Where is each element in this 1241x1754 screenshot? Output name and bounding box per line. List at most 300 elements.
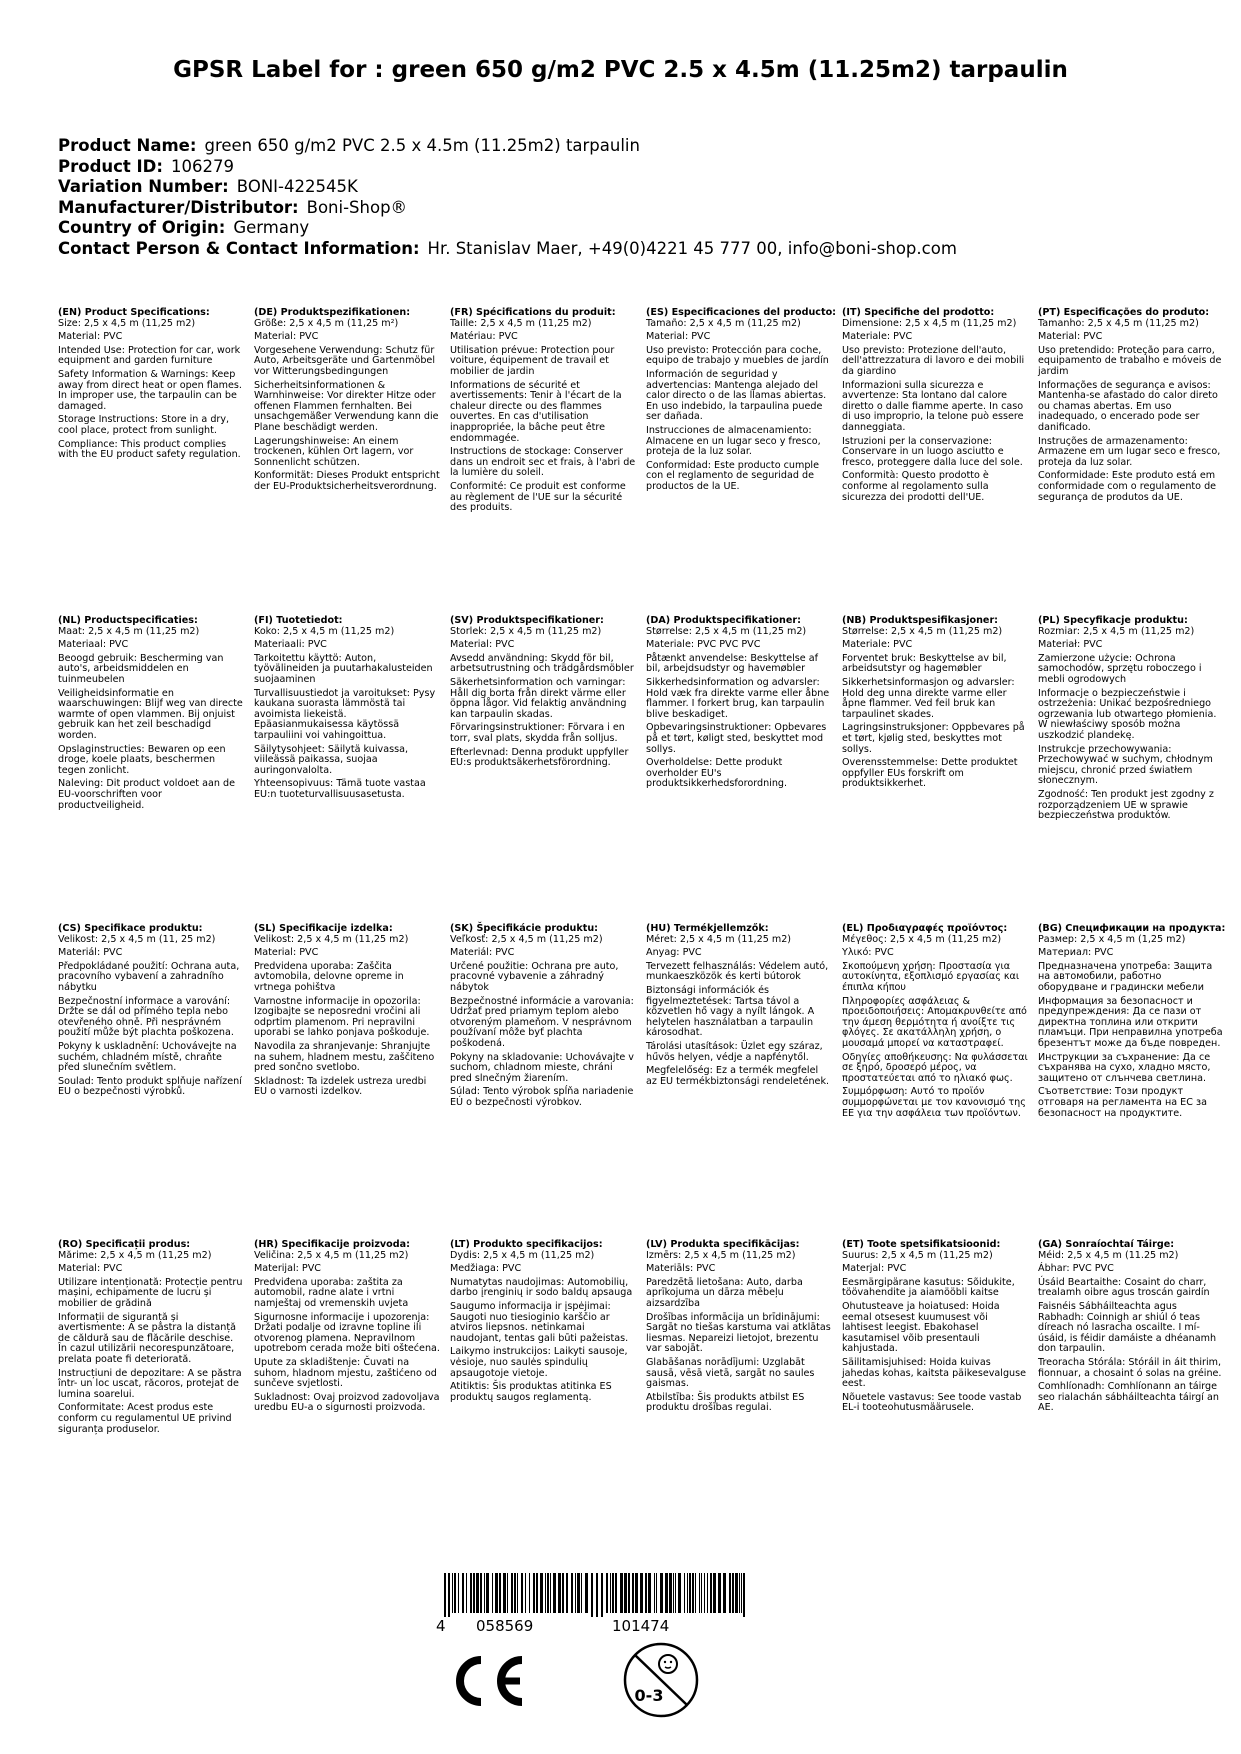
spec-line: Veličina: 2,5 x 4,5 m (11,25 m2) [254,1249,409,1261]
barcode-bar [656,1573,657,1613]
spec-line: Atbilstība: Šis produkts atbilst ES produktu drošības regulai. [646,1391,805,1414]
spec-line: Uso pretendido: Proteção para carro, equipamento de trabalho e móveis de jardim [1038,344,1222,377]
barcode-bar [480,1573,482,1613]
barcode-bar [452,1573,453,1613]
barcode-group-right: 101474 [612,1617,670,1635]
spec-line: Skladnost: Ta izdelek ustreza uredbi EU o varnosti izdelkov. [254,1075,427,1098]
spec-line: Conformidad: Este producto cumple con el reglamento de seguridad de productos de la UE. [646,459,819,492]
spec-heading: (HU) Termékjellemzők: [646,923,769,934]
barcode-bar [540,1573,543,1613]
info-label: Variation Number: [58,177,229,196]
spec-line: Tamaño: 2,5 x 4,5 m (11,25 m2) [646,317,801,329]
info-label: Contact Person & Contact Information: [58,238,420,258]
barcode-bar [689,1573,691,1613]
spec-line: Инструкции за съхранение: Да се съхранява на сухо, хладно място, защитено от слънчева светлина. [1038,1051,1211,1084]
barcode-bar [624,1573,627,1613]
spec-block [1038,1240,1224,1417]
spec-line: Tarkoitettu käyttö: Auton, työvälineiden ja puutarhakalusteiden suojaaminen [254,652,433,685]
spec-heading: (EN) Product Specifications: [58,307,210,318]
barcode-bar [547,1573,549,1613]
spec-line: Koko: 2,5 x 4,5 m (11,25 m2) [254,625,395,637]
spec-heading: (SK) Špecifikácie produktu: [450,923,599,934]
spec-line: Información de seguridad y advertencias: Mantenga alejado del calor directo o de las llamas abiertas. En uso indebido, la tarpaulina puede ser dañada. [646,368,827,423]
barcode-bar [710,1573,712,1613]
spec-line: Ábhar: PVC PVC [1038,1263,1114,1275]
spec-heading: (RO) Specificații produs: [58,1239,191,1250]
spec-line: Utilisation prévue: Protection pour voiture, équipement de travail et mobilier de jardin [450,344,615,377]
barcode-bar [735,1573,738,1613]
barcode-bar [581,1573,582,1613]
spec-line: Opslaginstructies: Bewaren op een droge, koele plaats, beschermen tegen zonlicht. [58,743,226,776]
barcode-bar [741,1573,742,1613]
barcode-bar [601,1573,603,1617]
spec-line: Maat: 2,5 x 4,5 m (11,25 m2) [58,625,200,637]
spec-line: Οδηγίες αποθήκευσης: Να φυλάσσεται σε ξηρό, δροσερό μέρος, να προστατεύεται από το ηλιακό φως. [842,1051,1028,1084]
barcode-bar [723,1573,726,1613]
spec-line: Conformitate: Acest produs este conform cu regulamentul UE privind siguranța produselor. [58,1402,232,1435]
spec-line: Forventet bruk: Beskyttelse av bil, arbeidsutstyr og hagemøbler [842,652,1007,675]
barcode-bar [648,1573,651,1613]
barcode-bar [462,1573,464,1613]
info-value: Boni-Shop® [306,197,408,217]
spec-line: Materiaal: PVC [58,639,129,651]
spec-line: Conformité: Ce produit est conforme au règlement de l'UE sur la sécurité des produits. [450,480,626,514]
spec-line: Safety Information & Warnings: Keep away from direct heat or open flames. In improper use, the tarpaulin can be damaged. [58,368,242,412]
product-info [58,136,957,259]
info-value: Germany [233,218,310,237]
barcode-bar [517,1573,518,1613]
spec-line: Materiāls: PVC [646,1263,716,1275]
barcode-bar [665,1573,668,1613]
barcode-bar [585,1573,588,1613]
barcode-bar [558,1573,561,1613]
spec-line: Laikymo instrukcijos: Laikyti sausoje, vėsioje, nuo saulės spindulių apsaugotoje vietoje. [450,1346,628,1379]
barcode-bar [486,1573,489,1613]
spec-line: Instruções de armazenamento: Armazene em um lugar seco e fresco, proteja da luz solar. [1038,435,1221,468]
spec-line: Sikkerhetsinformasjon og advarsler: Hold deg unna direkte varme eller åpne flammer. Ved feil bruk kan tarpaulinet skades. [842,676,1015,720]
spec-line: Určené použitie: Ochrana pre auto, pracovné vybavenie a záhradný nábytok [450,960,619,993]
spec-line: Soulad: Tento produkt splňuje nařízení EU o bezpečnosti výrobků. [58,1075,242,1098]
spec-heading: (FI) Tuotetiedot: [254,615,343,626]
spec-heading: (ES) Especificaciones del producto: [646,307,837,318]
spec-line: Lagerungshinweise: An einem trockenen, kühlen Ort lagern, vor Sonnenlicht schützen. [254,435,414,468]
spec-line: Opbevaringsinstruktioner: Opbevares på et tørt, køligt sted, beskyttet mod sollys. [646,722,827,755]
info-product-name [58,136,957,157]
barcode-bar [729,1573,731,1613]
barcode-bar [695,1573,696,1613]
spec-line: Påtænkt anvendelse: Beskyttelse af bil, arbejdsudstyr og havemøbler [646,652,818,675]
spec-line: Velikost: 2,5 x 4,5 m (11, 25 m2) [58,933,216,945]
barcode-bar [606,1573,608,1613]
spec-heading: (DA) Produktspecifikationer: [646,615,801,626]
spec-line: Materiale: PVC PVC PVC [646,639,761,651]
barcode-bar [591,1573,593,1617]
spec-line: Säilitamisjuhised: Hoida kuivas jahedas kohas, kaitsta päikesevalguse eest. [842,1356,1027,1390]
spec-block [450,616,636,772]
spec-line: Paredzētā lietošana: Auto, darba aprīkojuma un dārza mēbeļu aizsardzība [646,1276,803,1309]
spec-line: Material: PVC [646,331,711,343]
spec-line: Zgodność: Ten produkt jest zgodny z rozporządzeniem UE w sprawie bezpieczeństwa produktów. [1038,788,1214,822]
spec-line: Veiligheidsinformatie en waarschuwingen: Blijf weg van directe warmte of open vlammen. Bij onjuist gebruik kan het zeil beschadigd worden. [58,687,243,741]
barcode-bar [536,1573,538,1613]
spec-line: Størrelse: 2,5 x 4,5 m (11,25 m2) [842,625,1003,637]
info-value: 106279 [170,156,234,176]
age-warning-icon [621,1640,701,1720]
barcode-bar [743,1573,745,1617]
spec-heading: (FR) Spécifications du produit: [450,307,616,318]
spec-line: Instructions de stockage: Conserver dans un endroit sec et frais, à l'abri de la lumière du soleil. [450,446,636,479]
spec-line: Materiál: PVC [58,947,123,959]
spec-line: Utilizare intenționată: Protecție pentru mașini, echipamente de lucru și mobilier de grădină [58,1276,243,1309]
spec-line: Material: PVC [450,639,515,651]
spec-block [254,308,440,496]
barcode-bar [732,1573,734,1613]
barcode-bar [473,1573,475,1613]
barcode-bar [675,1573,676,1613]
spec-heading: (EL) Προδιαγραφές προϊόντος: [842,923,1008,934]
barcode-bar [545,1573,546,1613]
spec-line: Velikost: 2,5 x 4,5 m (11,25 m2) [254,933,409,945]
spec-heading: (PL) Specyfikacje produktu: [1038,615,1188,626]
spec-line: Numatytas naudojimas: Automobilių, darbo įrenginių ir sodo baldų apsauga [450,1276,633,1299]
spec-heading: (BG) Спецификации на продукта: [1038,923,1226,934]
spec-line: Biztonsági információk és figyelmeztetések: Tartsa távol a közvetlen hő vagy a nyílt lángok. A helytelen használatban a tarpaulin károsodhat. [646,984,815,1039]
spec-heading: (LT) Produkto specifikacijos: [450,1239,603,1250]
spec-line: Tárolási utasítások: Üzlet egy száraz, hűvös helyen, védje a napfénytől. [646,1040,823,1063]
spec-heading: (LV) Produkta specifikācijas: [646,1239,800,1250]
spec-line: Størrelse: 2,5 x 4,5 m (11,25 m2) [646,625,807,637]
spec-line: Rozmiar: 2,5 x 4,5 m (11,25 m2) [1038,625,1195,637]
info-variation-number [58,177,957,198]
barcode-bar [632,1573,634,1613]
info-value: green 650 g/m2 PVC 2.5 x 4.5m (11.25m2) tarpaulin [204,136,640,155]
spec-heading: (ET) Toote spetsifikatsioonid: [842,1239,1001,1250]
barcode-bar [739,1573,740,1613]
info-manufacturer [58,198,957,219]
barcode-bar [444,1573,446,1617]
info-label: Product Name: [58,136,197,155]
barcode-digit-first: 4 [436,1617,446,1635]
spec-block [842,924,1028,1122]
info-value: BONI-422545K [236,177,358,196]
spec-line: Megfelelőség: Ez a termék megfelel az EU termékbiztonsági rendeletének. [646,1065,830,1087]
spec-line: Predviđena uporaba: zaštita za automobil, radne alate i vrtni namještaj od vremenskih uvjeta [254,1276,409,1309]
spec-line: Mărime: 2,5 x 4,5 m (11,25 m2) [58,1249,212,1261]
barcode-bar [466,1573,467,1613]
spec-block [254,924,440,1101]
barcode-bar [704,1573,705,1613]
barcode-bar [495,1573,498,1613]
spec-line: Bezpečnostné informácie a varovania: Udržať pred priamym teplom alebo otvoreným plameňom. V nesprávnom používaní môže byť plachta poškodená. [450,995,634,1049]
spec-heading: (NB) Produktspesifikasjoner: [842,615,999,626]
spec-line: Sigurnosne informacije i upozorenja: Držati podalje od izravne topline ili otvorenog plamena. Nepravilnom upotrebom cerada može biti oštećena. [254,1311,440,1355]
spec-block [58,308,244,464]
barcode-bar [562,1573,564,1613]
spec-line: Comhlíonadh: Comhlíonann an táirge seo rialachán sábháilteachta táirgí an AE. [1038,1381,1219,1414]
page-title: GPSR Label for : green 650 g/m2 PVC 2.5 x 4.5m (11.25m2) tarpaulin [173,57,1068,83]
barcode-bar [692,1573,694,1613]
spec-line: Saugumo informacija ir įspėjimai: Saugoti nuo tiesioginio karščio ar atviros liepsnos. netinkamai naudojant, tentas gali būti pažeistas. [450,1300,629,1344]
spec-block [646,307,837,496]
spec-heading: (GA) Sonraíochtaí Táirge: [1038,1239,1175,1250]
spec-heading: (NL) Productspecificaties: [58,615,198,626]
spec-line: Istruzioni per la conservazione: Conservare in un luogo asciutto e fresco, proteggere dalla luce del sole. [842,435,1023,468]
age-range-label: 0-3 [634,1686,664,1705]
spec-block [646,924,832,1090]
spec-line: Predvidena uporaba: Zaščita avtomobila, delovne opreme in vrtnega pohištva [254,960,404,993]
spec-line: Compliance: This product complies with the EU product safety regulation. [58,438,241,461]
barcode-bar [499,1573,501,1613]
barcode-bar [511,1573,513,1613]
spec-line: Informações de segurança e avisos: Mantenha-se afastado do calor direto ou chamas abertas. Em uso inadequado, o encerado pode ser danificado. [1038,379,1218,433]
info-label: Manufacturer/Distributor: [58,197,299,217]
spec-block [842,1240,1028,1417]
info-label: Country of Origin: [58,218,226,237]
spec-line: Materiál: PVC [450,947,515,959]
spec-line: Material: PVC [254,331,319,343]
spec-block [254,1240,440,1417]
barcode-bar [701,1573,702,1613]
spec-block [450,308,636,517]
spec-line: Storage Instructions: Store in a dry, cool place, protect from sunlight. [58,414,230,436]
spec-line: Съответствие: Този продукт отговаря на регламента на ЕС за безопасност на продуктите. [1038,1086,1207,1119]
barcode-bar [503,1573,506,1613]
spec-line: Súlad: Tento výrobok spĺňa nariadenie EÚ o bezpečnosti výrobkov. [450,1086,634,1108]
barcode-bar [521,1573,523,1613]
spec-line: Beoogd gebruik: Bescherming van auto's, arbeidsmiddelen en tuinmeubelen [58,652,224,685]
spec-line: Nõuetele vastavus: See toode vastab EL-i tooteohutusmäärusele. [842,1391,1022,1414]
barcode-bar [640,1573,643,1613]
spec-line: Instrucciones de almacenamiento: Almacene en un lugar seco y fresco, proteja de la luz solar. [646,424,821,458]
spec-line: Avsedd användning: Skydd för bil, arbetsutrustning och trädgårdsmöbler [450,652,634,675]
spec-heading: (DE) Produktspezifikationen: [254,307,411,318]
spec-line: Tamanho: 2,5 x 4,5 m (11,25 m2) [1038,317,1199,329]
barcode-bar [492,1573,493,1613]
spec-line: Veľkosť: 2,5 x 4,5 m (11,25 m2) [450,933,603,945]
spec-line: Treoracha Stórála: Stóráil in áit thirim, fionnuar, a chosaint ó solas na gréine. [1038,1356,1222,1379]
barcode-bar [669,1573,672,1613]
info-country-of-origin [58,218,957,239]
spec-line: Varnostne informacije in opozorila: Izogibajte se neposredni vročini ali odprtim plamenom. Pri nepravilni uporabi se lahko ponjava poškoduje. [254,995,430,1039]
barcode-bar [533,1573,535,1613]
spec-line: Информация за безопасност и предупреждения: Да се пази от директна топлина или открити пламъци. При неправилна употреба брезентът може да бъде повреден. [1038,995,1223,1049]
spec-line: Upute za skladištenje: Čuvati na suhom, hladnom mjestu, zaštićeno od sunčeve svjetlosti. [254,1356,437,1390]
spec-block [58,1240,244,1438]
spec-line: Säkerhetsinformation och varningar: Håll dig borta från direkt värme eller öppna lågor. Vid felaktig användning kan tarpaulin skadas. [450,676,627,720]
spec-line: Efterlevnad: Denna produkt uppfyller EU:s produktsäkerhetsförordning. [450,746,629,769]
spec-line: Instrukcje przechowywania: Przechowywać w suchym, chłodnym miejscu, chronić przed światłem słonecznym. [1038,743,1213,787]
spec-line: Předpokládané použití: Ochrana auta, pracovního vybavení a zahradního nábytku [58,960,240,993]
spec-line: Informazioni sulla sicurezza e avvertenze: Sta lontano dal calore diretto o dalle fiamme aperte. In caso di uso improprio, la telone può essere danneggiata. [842,379,1024,433]
info-product-id [58,157,957,178]
spec-line: Dimensione: 2,5 x 4,5 m (11,25 m2) [842,317,1017,329]
spec-block [450,924,636,1112]
spec-block [1038,616,1224,825]
spec-line: Informations de sécurité et avertissements: Tenir à l'écart de la chaleur directe ou des flammes ouvertes. En cas d'utilisation inappropriée, la bâche peut être endommagée. [450,379,622,444]
spec-line: Overensstemmelse: Dette produktet oppfyller EUs forskrift om produktsikkerhet. [842,757,1018,790]
info-contact [58,239,957,260]
spec-line: Sicherheitsinformationen & Warnhinweise: Vor direkter Hitze oder offenen Flammen fernhalten. Bei unsachgemäßer Verwendung kann die Plane beschädigt werden. [254,379,439,433]
spec-line: Material: PVC [58,331,123,343]
spec-line: Tervezett felhasználás: Védelem autó, munkaeszközök és kerti bútorok [646,960,829,983]
info-label: Product ID: [58,156,163,176]
barcode-bar [507,1573,508,1613]
spec-line: Bezpečnostní informace a varování: Držte se dál od přímého tepla nebo otevřeného ohně. Při nesprávném použití může být plachta poškozena. [58,995,234,1039]
spec-line: Informacje o bezpieczeństwie i ostrzeżenia: Unikać bezpośredniego ogrzewania lub otwartego płomienia. W niewłaściwy sposób można uszkodzić plandekę. [1038,687,1217,741]
spec-heading: (PT) Especificações do produto: [1038,307,1210,318]
barcode-image [434,1573,754,1617]
spec-line: Vorgesehene Verwendung: Schutz für Auto, Arbeitsgeräte und Gartenmöbel vor Witterungsbedingungen [254,344,436,377]
barcode-bar [713,1573,716,1613]
spec-line: Größe: 2,5 x 4,5 m (11,25 m²) [254,317,399,329]
spec-block [58,616,244,814]
spec-line: Intended Use: Protection for car, work equipment and garden furniture [58,344,241,367]
spec-line: Sukladnost: Ovaj proizvod zadovoljava uredbu EU-a o sigurnosti proizvoda. [254,1391,440,1414]
barcode-bar [612,1573,614,1613]
barcode-bar [454,1573,456,1613]
spec-line: Pokyny na skladovanie: Uchovávajte v suchom, chladnom mieste, chráni pred slnečným žiarením. [450,1051,634,1084]
spec-line: Eesmärgipärane kasutus: Sõidukite, töövahendite ja aiamööbli kaitse [842,1276,1015,1299]
spec-block [842,616,1028,793]
barcode-bar [529,1573,530,1613]
spec-line: Informații de siguranță și avertismente: A se păstra la distanță de căldură sau de flăcările deschise. În cazul utilizării necorespunzătoare, prelata poate fi deteriorată. [58,1311,236,1365]
spec-line: Materijal: PVC [254,1263,321,1275]
spec-line: Materiaali: PVC [254,639,327,651]
spec-line: Förvaringsinstruktioner: Förvara i en torr, sval plats, skydda från solljus. [450,722,625,744]
spec-line: Úsáid Beartaithe: Cosaint do charr, trealamh oibre agus troscán gairdín [1038,1276,1210,1299]
spec-line: Instrucțiuni de depozitare: A se păstra într- un loc uscat, răcoros, protejat de lumina soarelui. [58,1367,242,1400]
barcode-bar [577,1573,580,1613]
spec-line: Drošības informācija un brīdinājumi: Sargāt no tiešas karstuma vai atklātas liesmas. Nepareizi lietojot, brezentu var sabojāt. [646,1311,831,1355]
spec-line: Navodila za shranjevanje: Shranjujte na suhem, hladnem mestu, zaščiteno pred sončno svetlobo. [254,1040,435,1074]
spec-line: Konformität: Dieses Produkt entspricht der EU-Produktsicherheitsverordnung. [254,470,440,492]
spec-line: Materiał: PVC [1038,639,1103,651]
spec-line: Material: PVC [58,1263,123,1275]
barcode-bar [575,1573,576,1613]
spec-line: Izmērs: 2,5 x 4,5 m (11,25 m2) [646,1249,796,1261]
spec-line: Размер: 2,5 x 4,5 m (1,25 m2) [1038,933,1186,945]
spec-line: Μέγεθος: 2,5 x 4,5 m (11,25 m2) [842,933,1002,945]
barcode-bar [448,1573,450,1617]
barcode-bar [699,1573,700,1613]
spec-line: Πληροφορίες ασφάλειας & προειδοποιήσεις: Απομακρυνθείτε από την άμεση θερμότητα ή ανοίξτε τις φλόγες. Σε ακατάλληλη χρήση, ο μουσαμά μπορεί να καταστραφεί. [842,995,1027,1049]
barcode-bar [678,1573,681,1613]
spec-heading: (HR) Specifikacije proizvoda: [254,1239,410,1250]
barcode-bar [718,1573,721,1613]
spec-line: Material: PVC [1038,331,1103,343]
spec-line: Υλικό: PVC [842,947,894,959]
spec-line: Conformidade: Este produto está em conformidade com o regulamento de segurança de produtos da UE. [1038,470,1217,503]
spec-block [1038,308,1224,506]
spec-line: Conformità: Questo prodotto è conforme al regolamento sulla sicurezza dei prodotti dell'UE. [842,470,989,503]
spec-line: Σκοπούμενη χρήση: Προστασία για αυτοκίνητα, εξοπλισμό εργασίας και έπιπλα κήπου [842,960,1020,993]
spec-line: Matériau: PVC [450,331,518,343]
barcode-bar [610,1573,611,1613]
barcode-bar [550,1573,551,1613]
spec-line: Uso previsto: Protección para coche, equipo de trabajo y muebles de jardín [646,344,829,367]
barcode-bar [525,1573,526,1613]
spec-line: Overholdelse: Dette produkt overholder EU's produktsikkerhedsforordning. [646,757,788,790]
barcode-bar [620,1573,623,1613]
barcode-bar [596,1573,598,1617]
spec-block [1038,924,1224,1122]
spec-line: Medžiaga: PVC [450,1263,522,1275]
barcode-bar [673,1573,674,1613]
barcode-group-left: 058569 [476,1617,534,1635]
spec-line: Suurus: 2,5 x 4,5 m (11,25 m2) [842,1249,993,1261]
barcode-bar [615,1573,617,1613]
barcode-bar [687,1573,688,1613]
spec-line: Anyag: PVC [646,947,702,959]
spec-line: Предназначена употреба: Защита на автомобили, работно оборудване и градински мебели [1038,960,1213,993]
barcode-bar [484,1573,485,1613]
spec-line: Pokyny k uskladnění: Uchovávejte na suchém, chladném místě, chraňte před slunečním světlem. [58,1040,237,1074]
barcode-bar [514,1573,516,1613]
barcode-bar [470,1573,472,1613]
spec-line: Dydis: 2,5 x 4,5 m (11,25 m2) [450,1249,595,1261]
spec-line: Materiale: PVC [842,331,913,343]
spec-block [646,1240,832,1417]
spec-line: Sikkerhedsinformation og advarsler: Hold væk fra direkte varme eller åbne flammer. I forkert brug, kan tarpaulin blive beskadiget. [646,676,830,720]
spec-heading: (SL) Specifikacije izdelka: [254,923,393,934]
spec-line: Uso previsto: Protezione dell'auto, dell'attrezzatura di lavoro e dei mobili da giardino [842,344,1025,377]
spec-line: Méid: 2,5 x 4,5 m (11.25 m2) [1038,1249,1179,1261]
barcode-bar [645,1573,647,1613]
spec-block [58,924,244,1101]
spec-line: Материал: PVC [1038,947,1114,959]
spec-line: Taille: 2,5 x 4,5 m (11,25 m2) [450,317,592,329]
barcode-bar [707,1573,708,1613]
barcode-bar [684,1573,685,1613]
spec-block [842,308,1028,506]
spec-block [450,1240,636,1406]
spec-line: Säilytysohjeet: Säilytä kuivassa, viileässä paikassa, suojaa auringonvalolta. [254,743,409,776]
barcode-bar [628,1573,630,1613]
spec-line: Glabāšanas norādījumi: Uzglabāt sausā, vēsā vietā, sargāt no saules gaismas. [646,1356,815,1390]
spec-line: Ohutusteave ja hoiatused: Hoida eemal otsesest kuumusest või lahtisest leegist. Ebakohasel kasutamisel võib presentauli kahjustada. [842,1300,1000,1355]
spec-line: Turvallisuustiedot ja varoitukset: Pysy kaukana suorasta lämmöstä tai avoimista liekeistä. Epäasianmukaisessa käytössä tarpauliini voi vahingoittua. [254,687,436,741]
spec-line: Faisnéis Sábháilteachta agus Rabhadh: Coinnigh ar shiúl ó teas díreach nó lasracha oscailte. I mí-úsáid, is féidir damáiste a dhéanamh don tarpaulin. [1038,1300,1217,1355]
spec-heading: (CS) Specifikace produktu: [58,923,203,934]
spec-heading: (SV) Produktspecifikationer: [450,615,604,626]
spec-line: Συμμόρφωση: Αυτό το προϊόν συμμορφώνεται με τον κανονισμό της ΕΕ για την ασφάλεια των προϊόντων. [842,1086,1026,1119]
spec-block [254,616,440,804]
spec-block [646,616,832,793]
barcode-bar [566,1573,568,1613]
barcode-bar [476,1573,479,1613]
info-value: Hr. Stanislav Maer, +49(0)4221 45 777 00, info@boni-shop.com [427,238,957,258]
spec-line: Storlek: 2,5 x 4,5 m (11,25 m2) [450,625,602,637]
spec-line: Materjal: PVC [842,1263,907,1275]
barcode-bar [660,1573,663,1613]
spec-line: Material: PVC [254,947,319,959]
spec-line: Zamierzone użycie: Ochrona samochodów, sprzętu roboczego i mebli ogrodowych [1038,652,1202,685]
barcode-bar [635,1573,638,1613]
spec-line: Lagringsinstruksjoner: Oppbevares på et tørt, kjølig sted, beskyttes mot sollys. [842,722,1025,755]
barcode-bar [571,1573,573,1613]
spec-line: Naleving: Dit product voldoet aan de EU-voorschriften voor productveiligheid. [58,778,235,811]
spec-line: Materiale: PVC [842,639,913,651]
ce-mark-icon [448,1654,528,1708]
spec-line: Méret: 2,5 x 4,5 m (11,25 m2) [646,933,792,945]
spec-heading: (IT) Specifiche del prodotto: [842,307,995,318]
barcode-bar [654,1573,655,1613]
spec-line: Size: 2,5 x 4,5 m (11,25 m2) [58,317,196,329]
barcode-bar [553,1573,556,1613]
barcode-bar [458,1573,459,1613]
spec-line: Atitiktis: Šis produktas atitinka ES produktų saugos reglamentą. [450,1381,612,1403]
spec-line: Yhteensopivuus: Tämä tuote vastaa EU:n tuoteturvallisuusasetusta. [254,778,426,800]
